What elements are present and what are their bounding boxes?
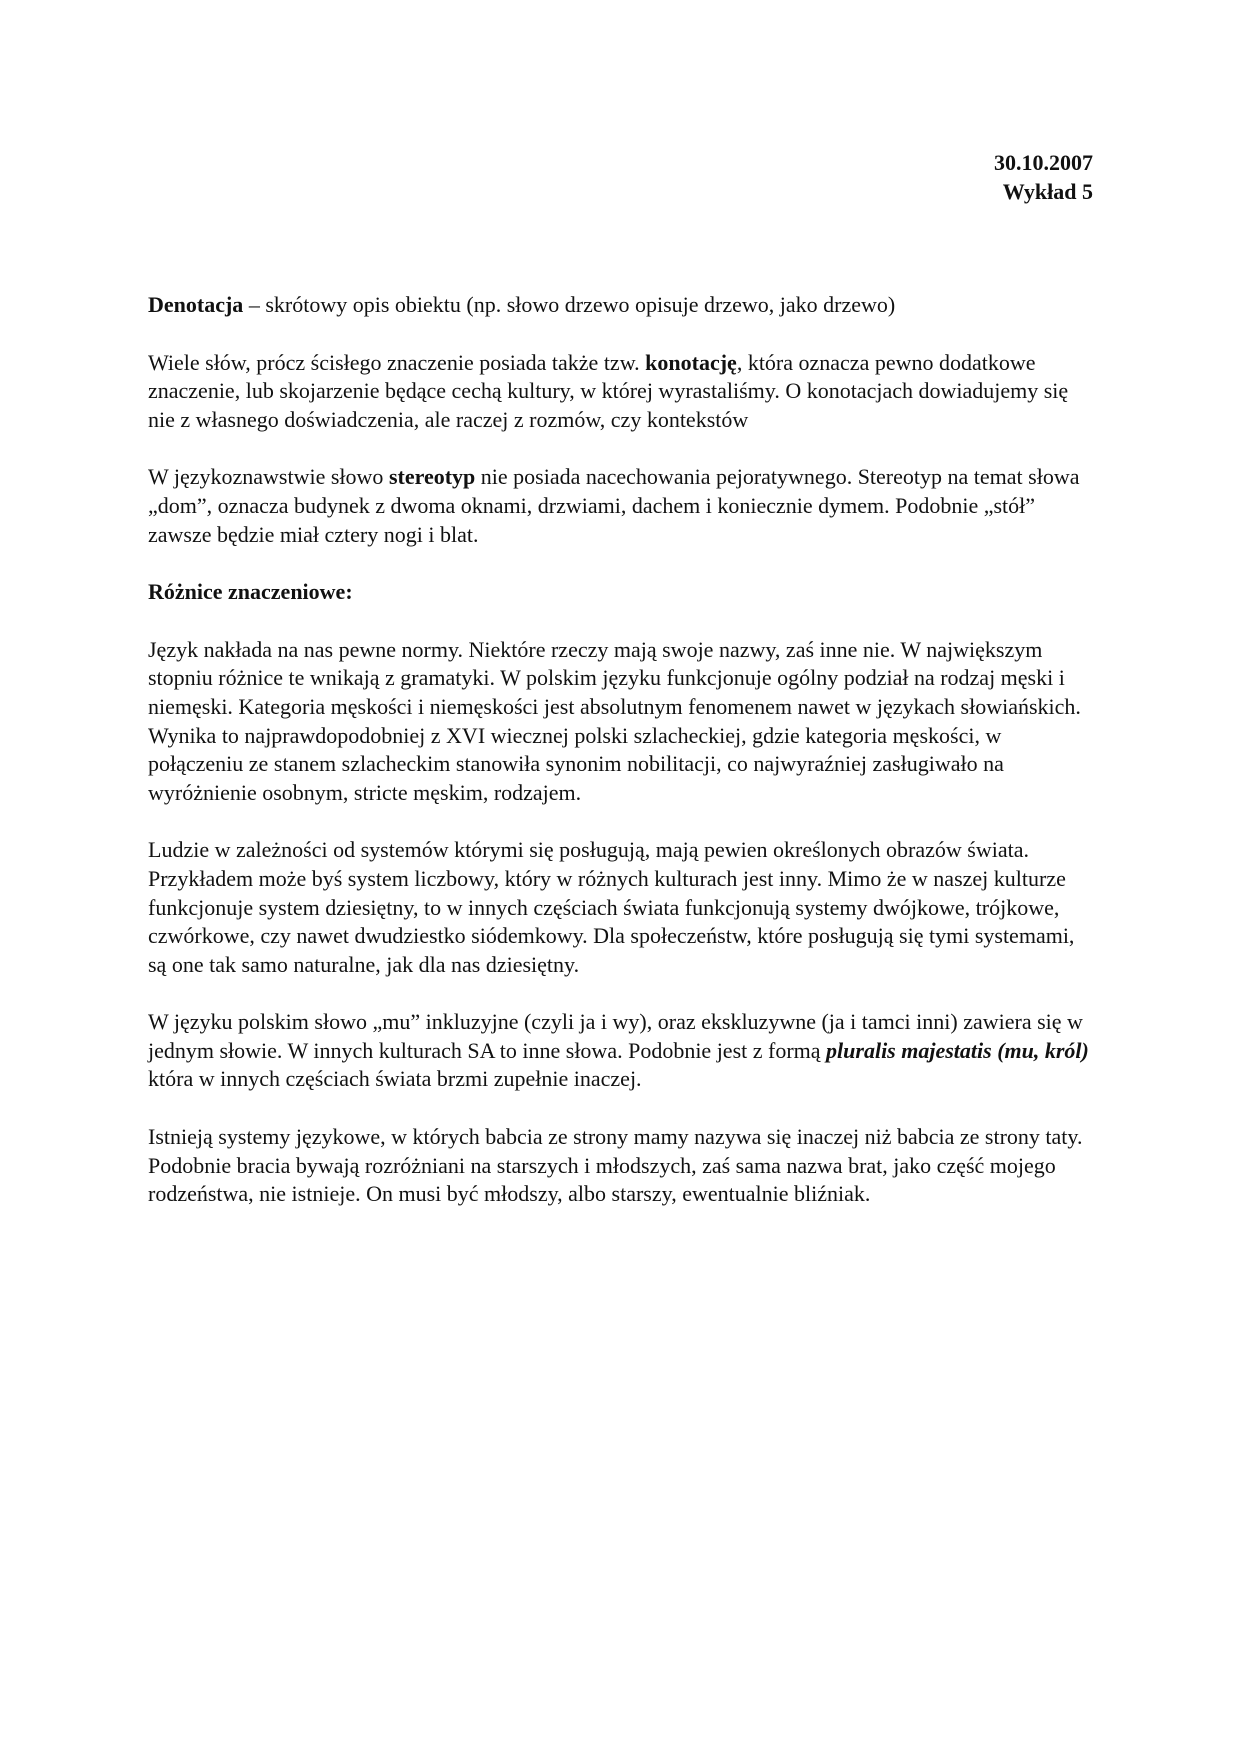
paragraph-kinship: Istnieją systemy językowe, w których babcia ze strony mamy nazywa się inaczej niż babcia ze strony taty. Podobnie bracia bywają rozróżniani na starszych i młodszych, zaś sama nazwa brat, jako część mojego rodzeństwa, nie istnieje. On musi być młodszy, albo starszy, ewentualnie bliźniak. xyxy=(148,1124,1083,1207)
paragraph-stereotype-before: W językoznawstwie słowo xyxy=(148,464,389,490)
paragraph-denotation xyxy=(148,291,1094,320)
term-stereotype: stereotyp xyxy=(388,464,476,490)
paragraph-connotation-before: Wiele słów, prócz ścisłego znaczenie posiada także tzw. xyxy=(148,349,646,375)
term-connotation: konotację xyxy=(645,349,737,375)
paragraph-pronouns-after: która w innych częściach świata brzmi zupełnie inaczej. xyxy=(148,1066,642,1092)
document-body xyxy=(148,291,1094,1238)
section-heading: Różnice znaczeniowe: xyxy=(148,579,353,605)
lecture-date: 30.10.2007 xyxy=(994,150,1093,175)
lecture-number: Wykład 5 xyxy=(1002,179,1093,204)
paragraph-pronouns xyxy=(148,1008,1094,1094)
document-header xyxy=(994,148,1093,206)
paragraph-connotation-after: , która oznacza pewno dodatkowe znaczenie, lub skojarzenie będące cechą kultury, w której wyrastaliśmy. O konotacjach dowiadujemy się nie z własnego doświadczenia, ale raczej z rozmów, czy kontekstów xyxy=(148,349,1069,432)
paragraph-number-systems: Ludzie w zależności od systemów którymi się posługują, mają pewien określonych obrazów świata. Przykładem może byś system liczbowy, który w różnych kulturach jest inny. Mimo że w naszej kulturze funkcjonuje system dziesiętny, to w innych częściach świata funkcjonują systemy dwójkowe, trójkowe, czwórkowe, czy nawet dwudziestko siódemkowy. Dla społeczeństw, które posługują się tymi systemami, są one tak samo naturalne, jak dla nas dziesiętny. xyxy=(148,837,1075,977)
term-denotation: Denotacja xyxy=(148,292,244,317)
paragraph-stereotype-after: nie posiada nacechowania pejoratywnego. Stereotyp na temat słowa „dom”, oznacza budynek z dwoma oknami, drzwiami, dachem i koniecznie dymem. Podobnie „stół” zawsze będzie miał cztery nogi i blat. xyxy=(148,464,1080,547)
paragraph-pronouns-before: W języku polskim słowo „mu” inkluzyjne (czyli ja i wy), oraz ekskluzywne (ja i tamci inni) zawiera się w jednym słowie. W innych kulturach SA to inne słowa. Podobnie jest z formą xyxy=(148,1009,1083,1063)
term-pluralis-majestatis: pluralis majestatis (mu, król) xyxy=(826,1037,1089,1063)
paragraph-denotation-text: – skrótowy opis obiektu (np. słowo drzewo opisuje drzewo, jako drzewo) xyxy=(243,292,896,317)
paragraph-connotation xyxy=(148,349,1094,435)
paragraph-grammar: Język nakłada na nas pewne normy. Niektóre rzeczy mają swoje nazwy, zaś inne nie. W największym stopniu różnice te wnikają z gramatyki. W polskim języku funkcjonuje ogólny podział na rodzaj męski i niemęski. Kategoria męskości i niemęskości jest absolutnym fenomenem nawet w językach słowiańskich. Wynika to najprawdopodobniej z XVI wiecznej polski szlacheckiej, gdzie kategoria męskości, w połączeniu ze stanem szlacheckim stanowiła synonim nobilitacji, co najwyraźniej zasługiwało na wyróżnienie osobnym, stricte męskim, rodzajem. xyxy=(148,636,1081,805)
paragraph-stereotype xyxy=(148,463,1094,549)
